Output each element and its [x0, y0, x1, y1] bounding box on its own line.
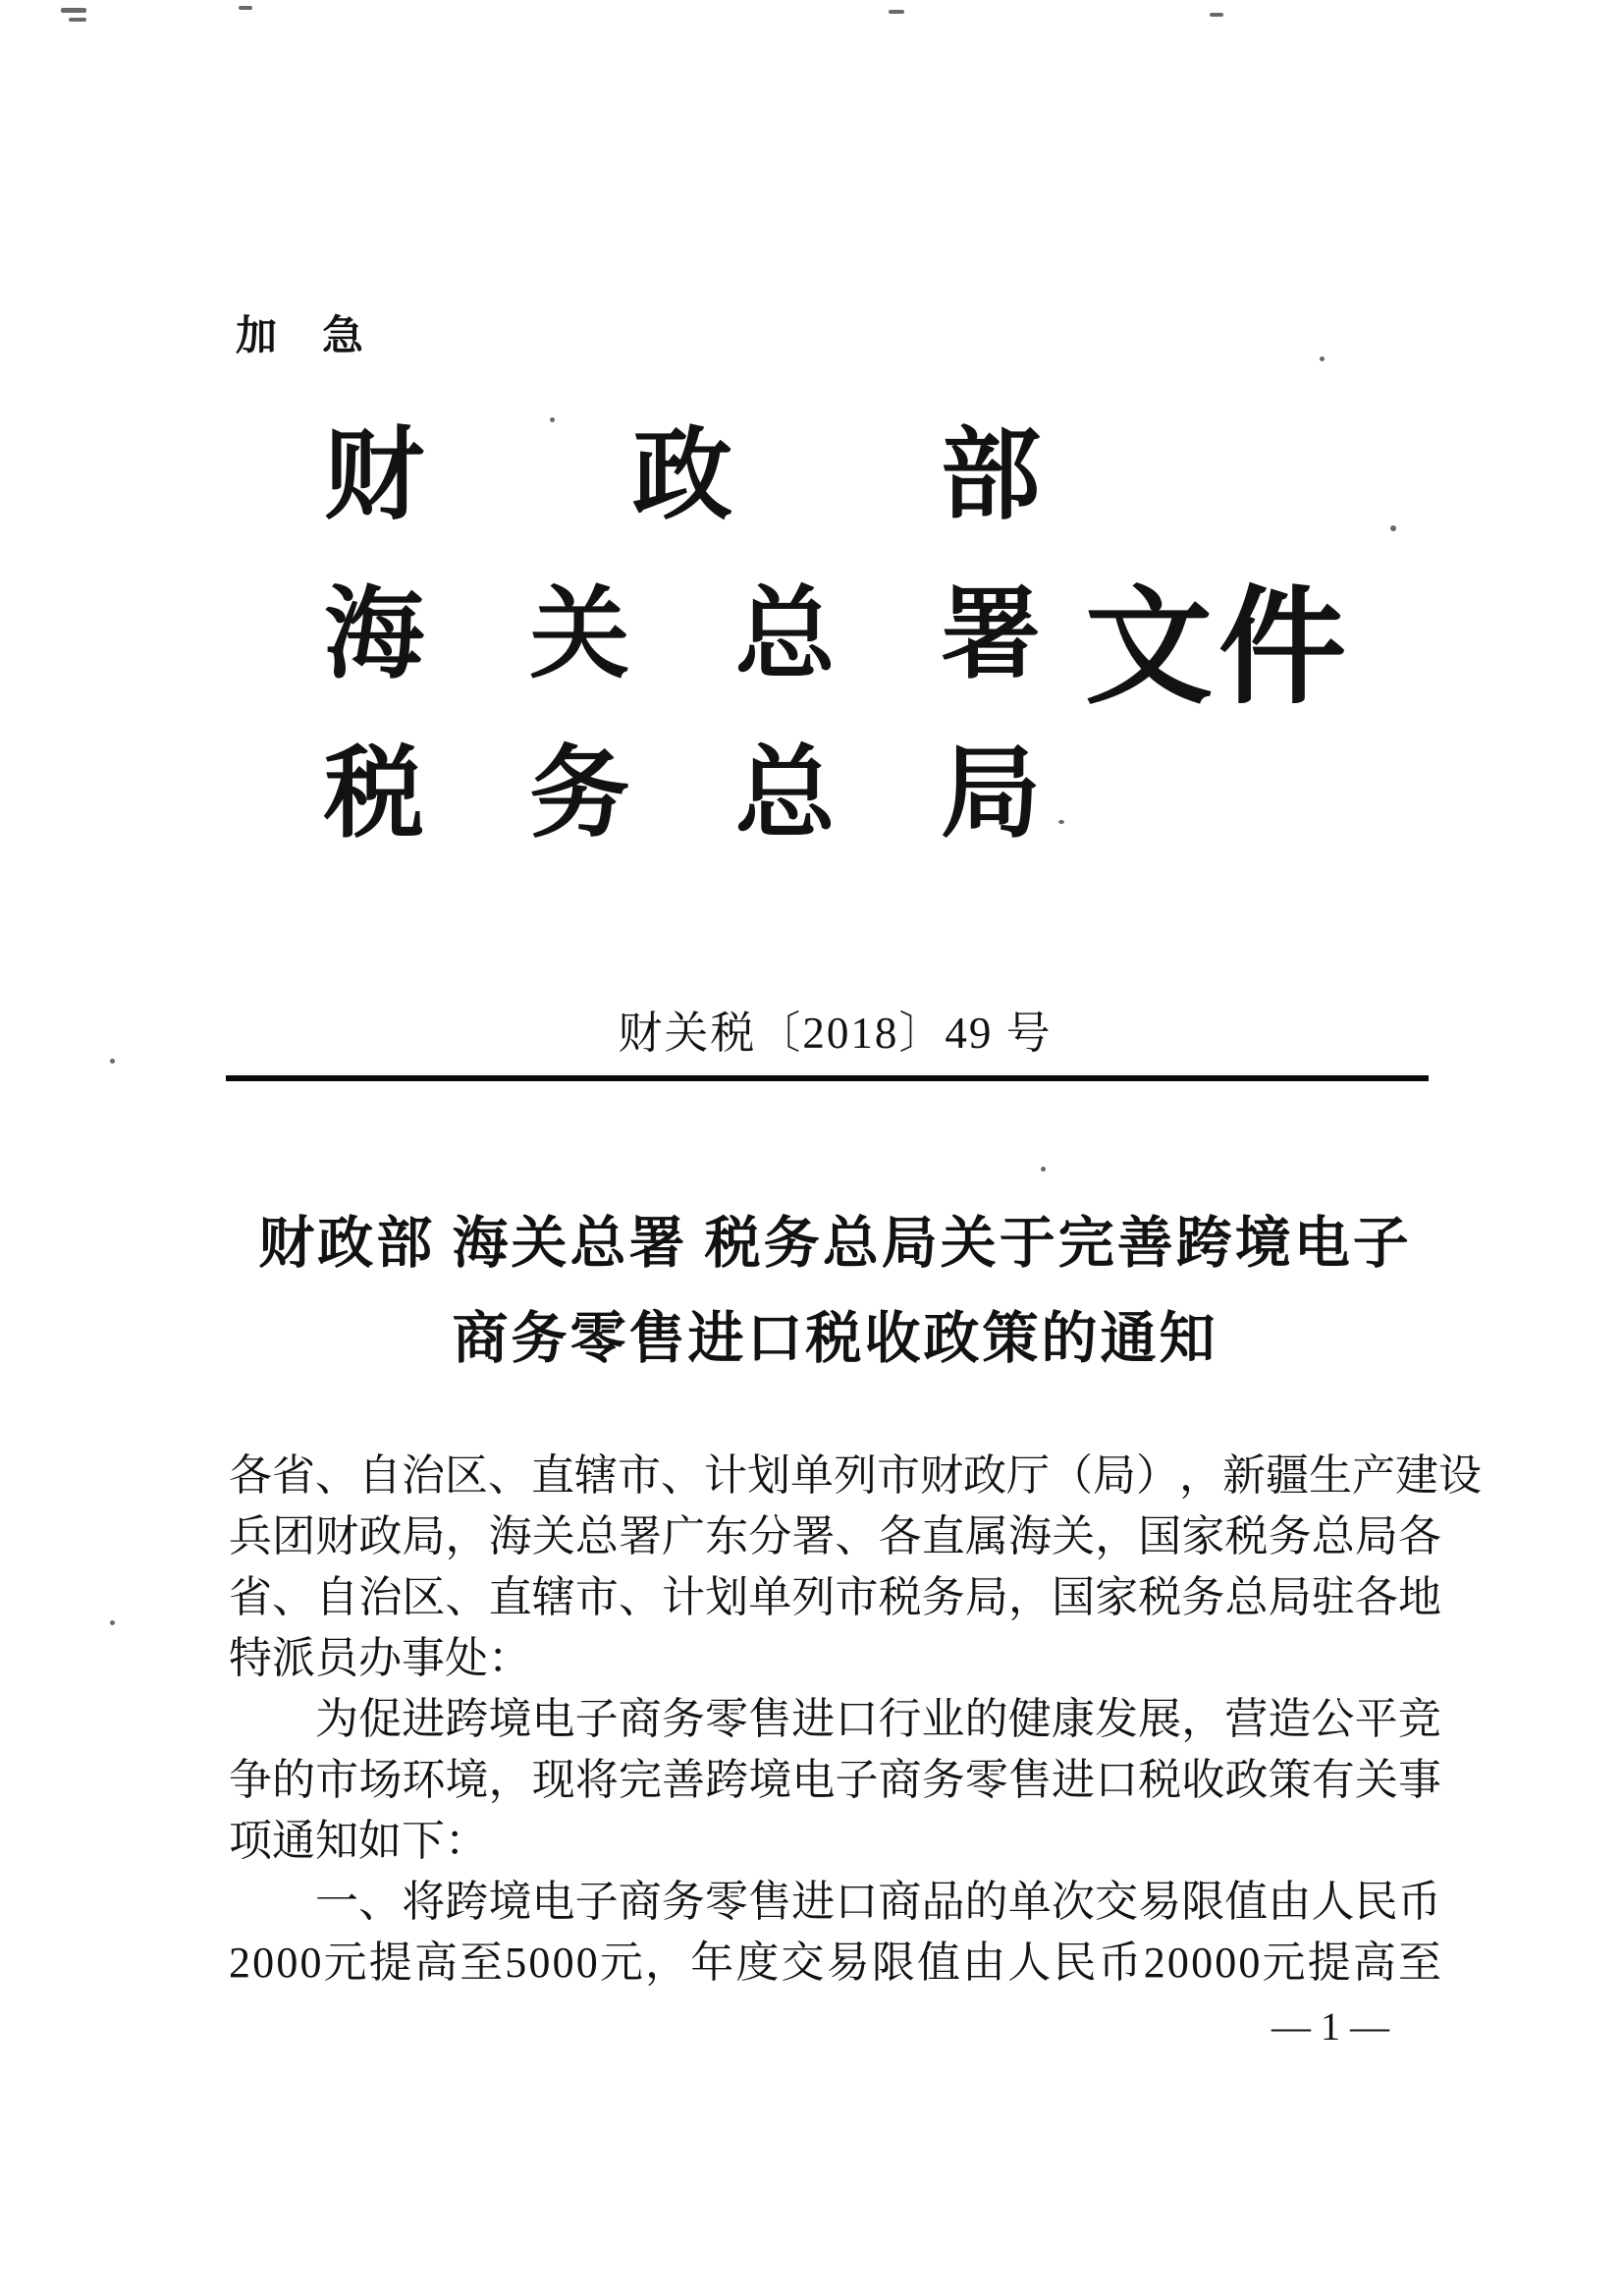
scan-speck: [1210, 13, 1223, 17]
scan-speck: [1390, 525, 1396, 531]
letterhead-agencies: [324, 398, 1041, 875]
doc-number: 财关税〔2018〕49 号: [618, 1009, 1053, 1058]
agency-name-customs-administration: 海 关 总 署: [324, 580, 1041, 691]
scan-speck: [69, 18, 86, 22]
body-line: 特派员办事处：: [229, 1634, 531, 1682]
doc-title: [229, 1196, 1441, 1387]
body-line: 各 省 、 自 治 区 、 直 辖 市 、 计 划 单 列 市 财 政 厅 （ 局 ） ， 新 疆 生 产 建 设: [229, 1451, 1482, 1500]
body-line: 一 、 将 跨 境 电 子 商 务 零 售 进 口 商 品 的 单 次 交 易 限 值 由 人 民 币: [315, 1878, 1441, 1926]
scan-speck: [550, 417, 555, 422]
page-number: — 1 —: [1271, 2004, 1389, 2049]
scan-speck: [889, 10, 904, 14]
body-line: 2 0 0 0 元 提 高 至 5 0 0 0 元 ， 年 度 交 易 限 值 由 人 民 币 2 0 0 0 0 元 提 高 至: [229, 1939, 1441, 1987]
body-line: 争 的 市 场 环 境 ， 现 将 完 善 跨 境 电 子 商 务 零 售 进 口 税 收 政 策 有 关 事: [229, 1756, 1441, 1804]
body-line: 兵 团 财 政 局 ， 海 关 总 署 广 东 分 署 、 各 直 属 海 关 ， 国 家 税 务 总 局 各: [229, 1512, 1441, 1560]
scan-speck: [61, 8, 86, 13]
scan-speck: [1320, 356, 1325, 361]
agency-name-finance-ministry: 财 政 部: [324, 421, 1041, 532]
doc-type-label: 文件: [1085, 577, 1353, 720]
doc-title-line-2: 商务零售进口税收政策的通知: [452, 1308, 1218, 1370]
letterhead: [324, 398, 1352, 875]
doc-title-line-1: 财政部 海关总署 税务总局关于完善跨境电子: [258, 1213, 1412, 1275]
agency-name-taxation-administration: 税 务 总 局: [324, 739, 1041, 850]
scan-speck: [1058, 820, 1064, 824]
body-line: 项通知如下：: [229, 1817, 488, 1865]
body-line: 省 、 自 治 区 、 直 辖 市 、 计 划 单 列 市 税 务 局 ， 国 家 税 务 总 局 驻 各 地: [229, 1573, 1441, 1621]
scan-speck: [110, 1620, 115, 1625]
body-line: 为 促 进 跨 境 电 子 商 务 零 售 进 口 行 业 的 健 康 发 展 ， 营 造 公 平 竞: [315, 1695, 1441, 1743]
scan-speck: [1041, 1167, 1046, 1172]
body-text: [229, 1446, 1482, 1994]
urgency-label: 加 急: [236, 312, 363, 358]
scan-speck: [239, 6, 252, 10]
divider-rule: [226, 1075, 1429, 1081]
scan-speck: [110, 1059, 115, 1064]
